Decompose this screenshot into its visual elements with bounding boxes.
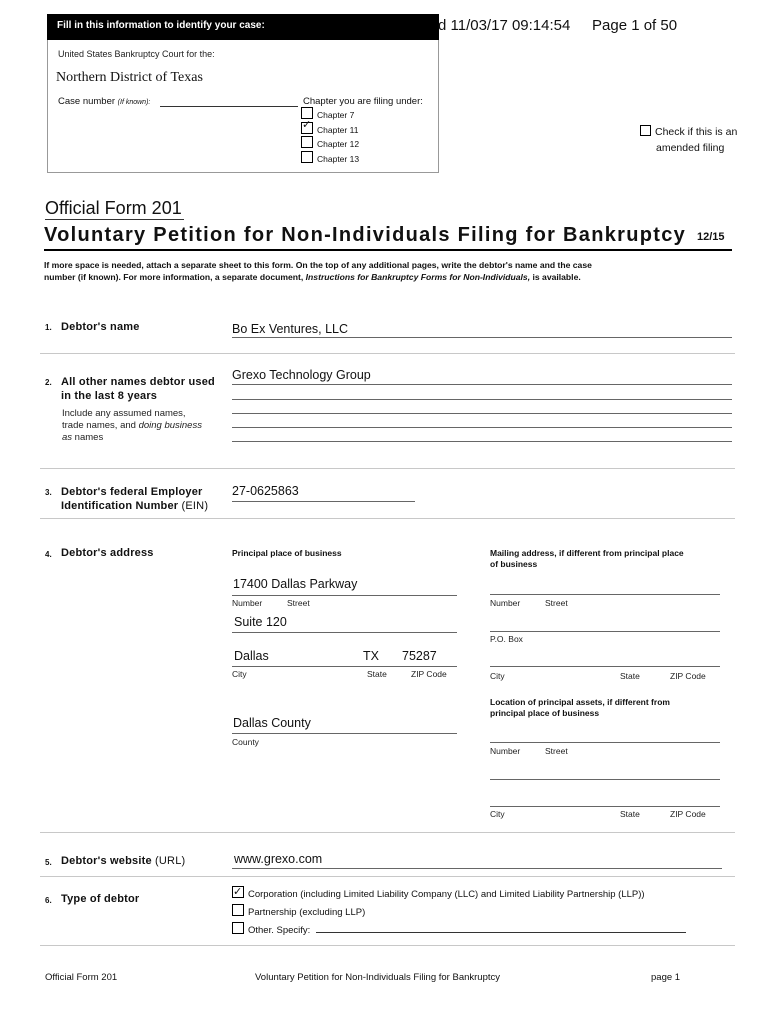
title-rule <box>44 249 732 251</box>
mailing-address-heading: Mailing address, if different from principal place of business <box>490 548 684 569</box>
county-field[interactable]: Dallas County <box>233 716 311 730</box>
corporation-option[interactable]: ✓ Corporation (including Limited Liability Company (LLC) and Limited Liability Partnership (LLP)) <box>232 886 645 904</box>
chapter-label: Chapter you are filing under: <box>303 96 423 107</box>
divider <box>40 945 735 946</box>
q4-label: Debtor's address <box>61 547 154 559</box>
divider <box>40 353 735 354</box>
divider <box>40 876 735 877</box>
state-field[interactable]: TX <box>363 649 379 663</box>
pobox-label: P.O. Box <box>490 634 523 644</box>
street-field[interactable]: 17400 Dallas Parkway <box>233 577 358 591</box>
q5-number: 5. <box>45 858 52 867</box>
q2-number: 2. <box>45 378 52 387</box>
state-label: State <box>367 669 387 679</box>
mailing-city-line[interactable] <box>490 666 720 667</box>
page-count: Page 1 of 50 <box>592 17 678 34</box>
other-specify-line[interactable] <box>316 932 686 933</box>
checkbox-icon <box>301 136 313 148</box>
case-id-box <box>47 14 439 173</box>
location-city-label: City <box>490 809 505 819</box>
city-line <box>232 666 457 667</box>
case-id-title: Fill in this information to identify your case: <box>57 20 265 31</box>
case-number-label: Case number <box>58 96 116 107</box>
checkbox-icon <box>232 904 244 916</box>
q2-label: All other names debtor used in the last 8 years <box>61 376 215 402</box>
chapter-7-option[interactable]: Chapter 7 <box>301 107 359 122</box>
q1-line <box>232 337 732 338</box>
checkbox-icon <box>301 151 313 163</box>
divider <box>40 468 735 469</box>
checked-checkbox-icon <box>232 886 244 898</box>
mailing-city-label: City <box>490 671 505 681</box>
case-number-input[interactable] <box>160 106 298 107</box>
chapter-13-option[interactable]: Chapter 13 <box>301 151 359 166</box>
instructions: If more space is needed, attach a separate sheet to this form. On the top of any additional pages, write the debtor's name and the case number (if known). For more information, a separate document, Instructions for Bankruptcy Forms for Non-Individuals, is available. <box>44 260 592 282</box>
location-city-line[interactable] <box>490 806 720 807</box>
divider <box>40 518 735 519</box>
partnership-option[interactable]: Partnership (excluding LLP) <box>232 904 645 922</box>
location-street-line[interactable] <box>490 742 720 743</box>
chapter-11-option[interactable]: ✓Chapter 11 <box>301 122 359 137</box>
checkbox-icon <box>232 922 244 934</box>
mailing-street-label: Street <box>545 598 568 608</box>
q2-line[interactable] <box>232 427 732 428</box>
mailing-street-line[interactable] <box>490 594 720 595</box>
suite-line <box>232 632 457 633</box>
checked-checkbox-icon <box>301 122 313 134</box>
chapter-12-option[interactable]: Chapter 12 <box>301 136 359 151</box>
location-street-label: Street <box>545 746 568 756</box>
divider <box>40 832 735 833</box>
location-line-2[interactable] <box>490 779 720 780</box>
number-label: Number <box>232 598 263 608</box>
filing-stamp: d 11/03/17 09:14:54 <box>438 17 571 34</box>
form-title: Voluntary Petition for Non-Individuals Filing for Bankruptcy <box>44 224 687 246</box>
q1-number: 1. <box>45 323 52 332</box>
q2-line <box>232 384 732 385</box>
website-field[interactable]: www.grexo.com <box>234 852 323 866</box>
footer-form-number: Official Form 201 <box>45 972 118 983</box>
location-state-label: State <box>620 809 640 819</box>
city-label: City <box>232 669 247 679</box>
checkbox-icon <box>640 125 651 136</box>
q2-line[interactable] <box>232 413 732 414</box>
case-number-row <box>58 96 150 107</box>
mailing-zip-label: ZIP Code <box>670 671 706 681</box>
q4-number: 4. <box>45 550 52 559</box>
mailing-number-label: Number <box>490 598 521 608</box>
q3-line <box>232 501 415 502</box>
q2-line[interactable] <box>232 399 732 400</box>
zip-field[interactable]: 75287 <box>402 649 437 663</box>
location-zip-label: ZIP Code <box>670 809 706 819</box>
location-assets-heading: Location of principal assets, if different from principal place of business <box>490 697 670 718</box>
city-field[interactable]: Dallas <box>234 649 269 663</box>
checkbox-icon <box>301 107 313 119</box>
q5-line <box>232 868 722 869</box>
debtor-name-field[interactable]: Bo Ex Ventures, LLC <box>232 322 349 336</box>
q3-label: Debtor's federal Employer Identification Number (EIN) <box>61 486 209 512</box>
q5-label: Debtor's website (URL) <box>61 855 186 867</box>
q2-line[interactable] <box>232 441 732 442</box>
q6-number: 6. <box>45 896 52 905</box>
form-number: Official Form 201 <box>45 198 182 218</box>
case-id-title-bar <box>47 14 439 40</box>
county-line <box>232 733 457 734</box>
street-label: Street <box>287 598 310 608</box>
form-version: 12/15 <box>697 231 725 243</box>
q1-label: Debtor's name <box>61 321 140 333</box>
q2-help: Include any assumed names, trade names, and doing business as names <box>62 408 202 443</box>
q3-number: 3. <box>45 488 52 497</box>
district-name: Northern District of Texas <box>56 70 203 85</box>
amended-filing-option[interactable]: Check if this is an amended filing <box>640 124 755 156</box>
location-number-label: Number <box>490 746 521 756</box>
footer-form-title: Voluntary Petition for Non-Individuals Filing for Bankruptcy <box>255 972 501 983</box>
other-option[interactable]: Other. Specify: <box>232 922 645 940</box>
ein-field[interactable]: 27-0625863 <box>232 484 299 498</box>
suite-field[interactable]: Suite 120 <box>234 615 287 629</box>
pobox-line[interactable] <box>490 631 720 632</box>
zip-label: ZIP Code <box>411 669 447 679</box>
chapter-options <box>301 107 359 165</box>
footer-page-number: page 1 <box>651 972 681 983</box>
court-label: United States Bankruptcy Court for the: <box>58 49 215 59</box>
mailing-state-label: State <box>620 671 640 681</box>
principal-place-heading: Principal place of business <box>232 548 342 558</box>
street-line <box>232 595 457 596</box>
county-label: County <box>232 737 259 747</box>
case-number-hint: (If known): <box>117 99 151 106</box>
other-names-field[interactable]: Grexo Technology Group <box>232 368 371 382</box>
q6-label: Type of debtor <box>61 893 140 905</box>
